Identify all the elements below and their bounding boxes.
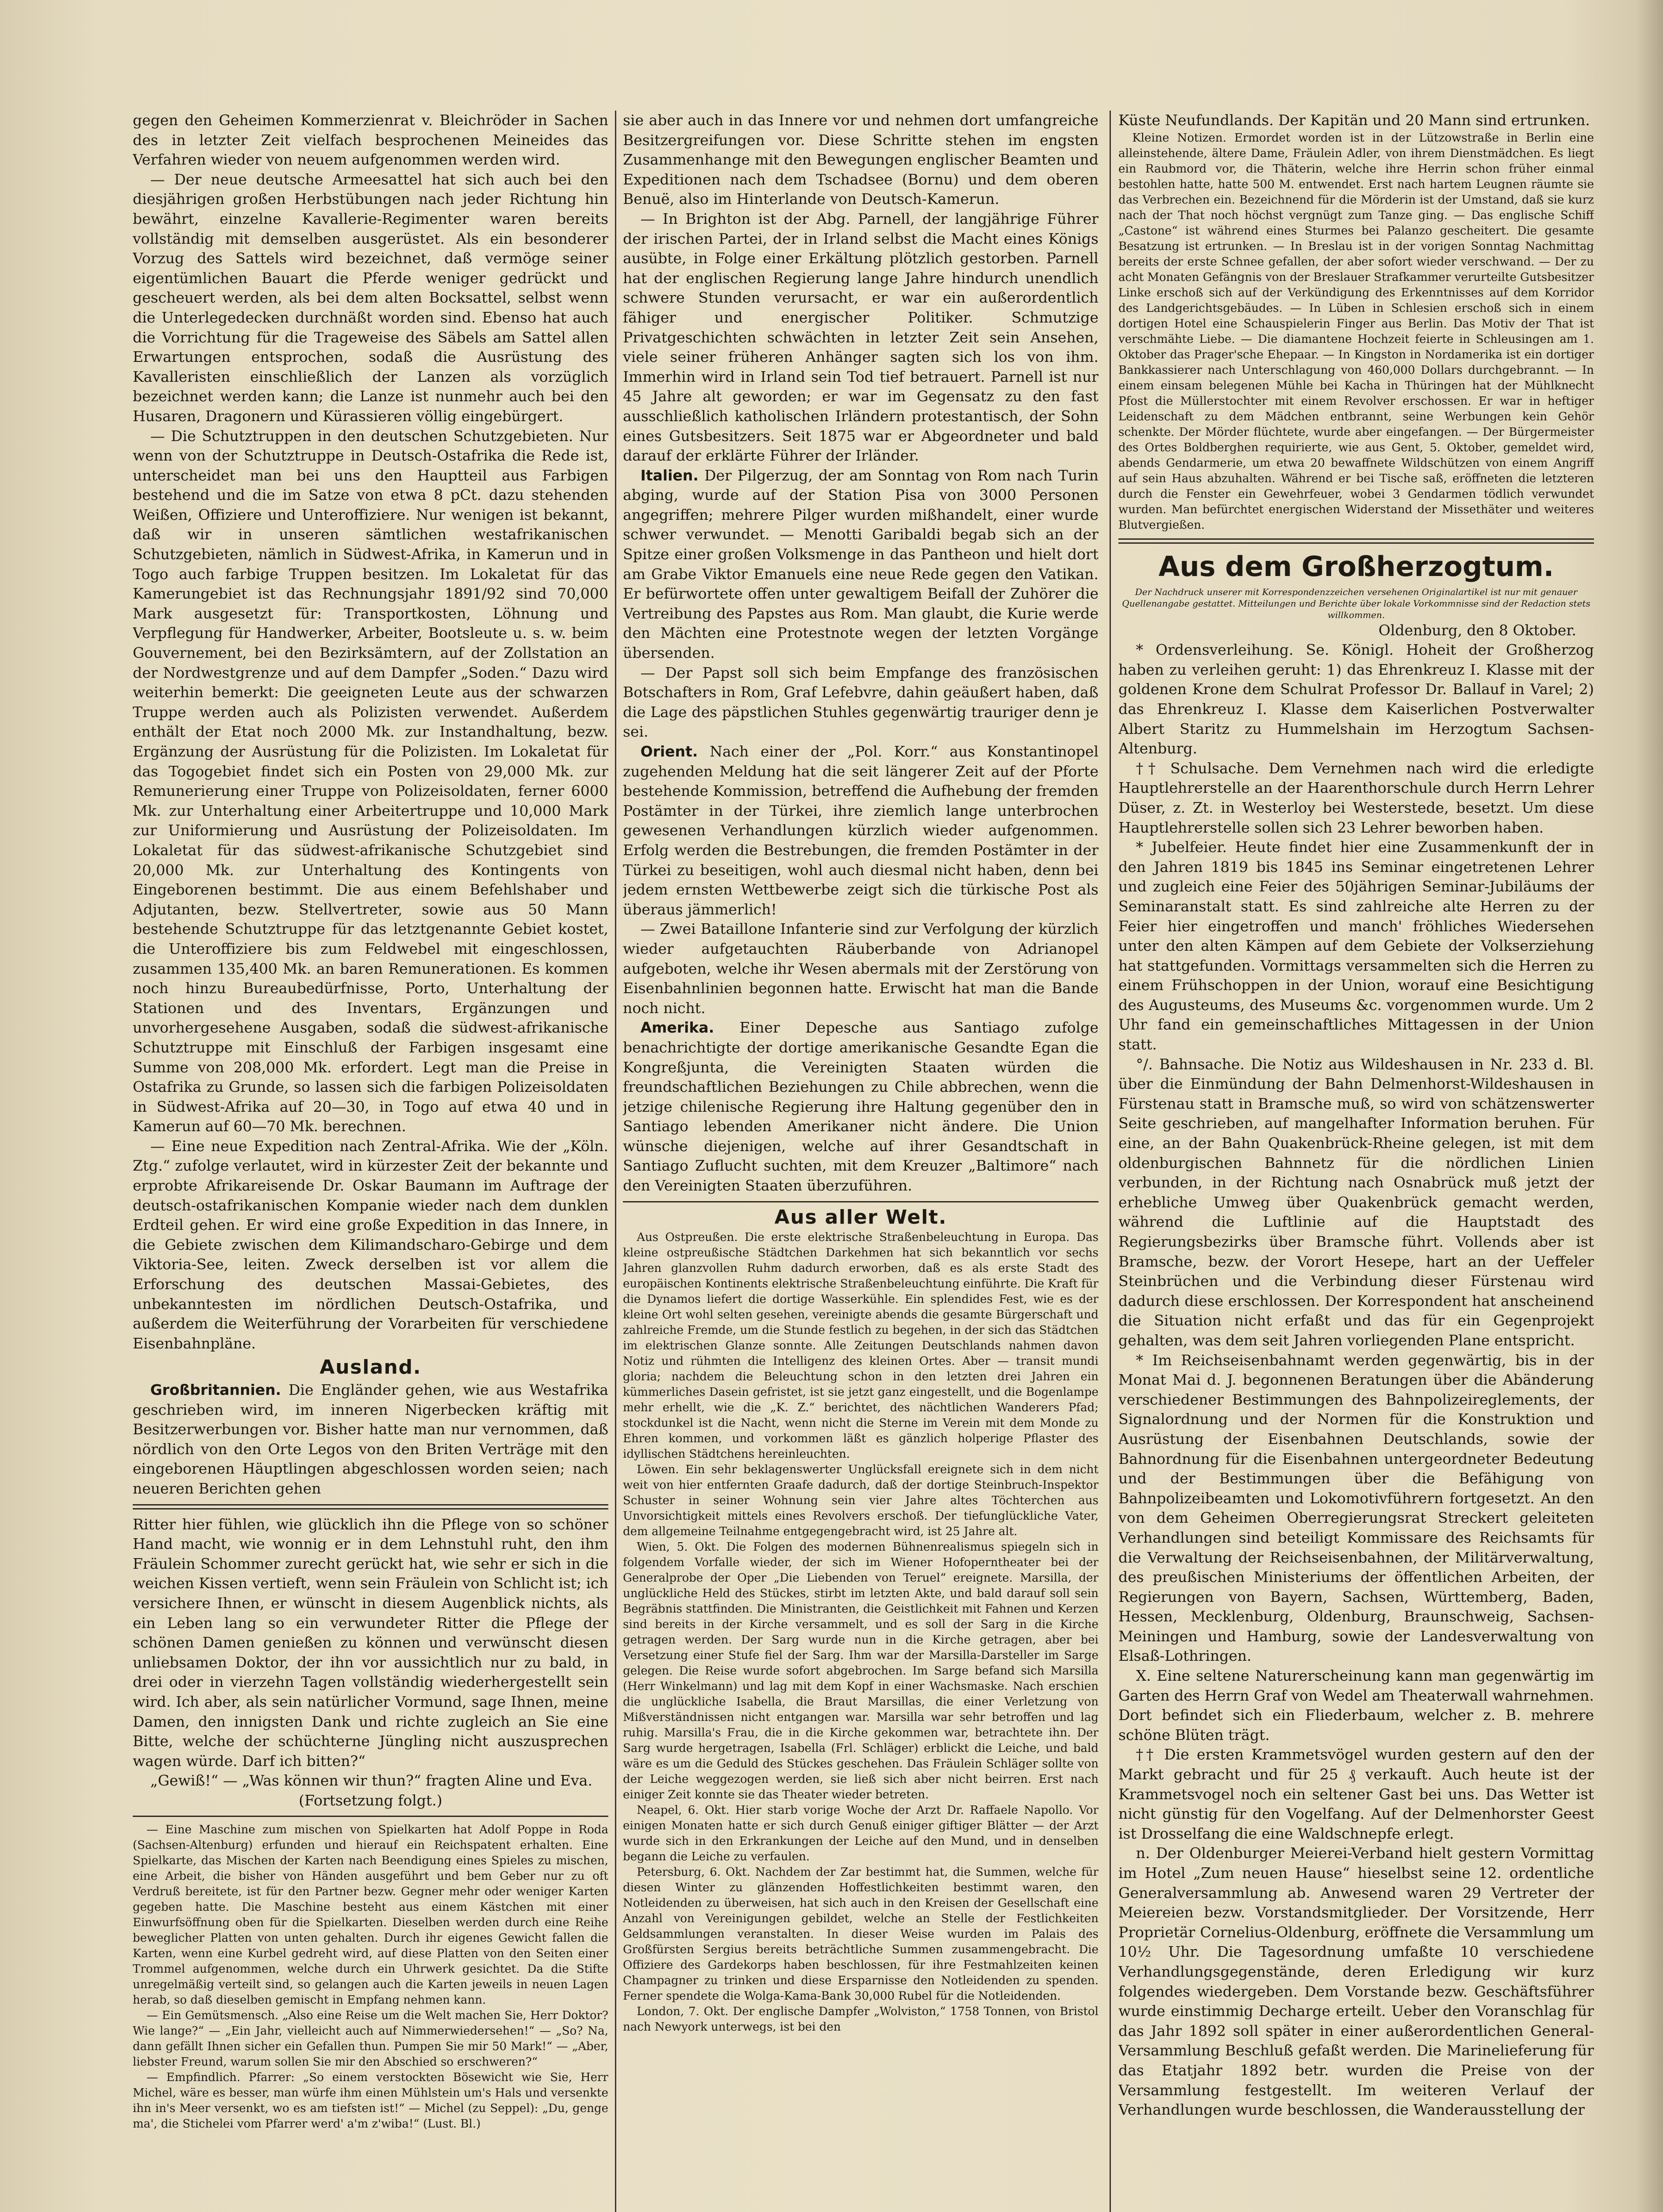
article-expedition: — Eine neue Expedition nach Zentral-Afrika. Wie der „Köln. Ztg.“ zufolge verlautet, wird in kürzester Zeit der bekannte und erprobte Afrikareisende Dr. Oskar Baumann im Auftrage der deutsch-ostafrikanischen Kompanie wieder nach dem dunklen Erdteil gehen. Er wird eine große Expedition in das Innere, in die Gebiete zwischen dem Kilimandscharo-Gebirge und dem Viktoria-See, leiten. Zweck derselben ist vor allem die Erforschung des deutschen Massai-Gebietes, des unbekanntesten im nördlichen Deutsch-Ostafrika, und außerdem die Weiterführung der Vorarbeiten für verschiedene Eisenbahnpläne. bbox=[133, 1137, 608, 1352]
news-petersburg: Petersburg, 6. Okt. Nachdem der Zar bestimmt hat, die Summen, welche für diesen Winter zu glänzenden Hoffestlichkeiten bestimmt waren, den Notleidenden zu überweisen, hat sich auch in den Kreisen der Gesellschaft eine Anzahl von Vereinigungen gebildet, welche an Stelle der Festlichkeiten Geldsammlungen veranstalten. In dieser Weise wurden im Palais des Großfürsten Sergius bereits beträchtliche Summen zusammengebracht. Die Offiziere des Gardekorps haben beschlossen, für ihre Festmahlzeiten keinen Champagner zu trinken und diese Ersparnisse den Notleidenden zu spenden. Ferner spendete die Wolga-Kama-Bank 30,000 Rubel für die Notleidenden. bbox=[623, 1866, 1098, 2003]
article-heading: Orient. bbox=[640, 743, 698, 760]
misc-spielkarten: — Eine Maschine zum mischen von Spielkarten hat Adolf Poppe in Roda (Sachsen-Altenburg) erfunden und hierauf ein Reichspatent erhalten. Eine Spielkarte, das Mischen der Karten nach Beendigung eines Spieles zu mischen, eine Arbeit, die bisher von Händen ausgeführt und bem Geber nur zu oft Verdruß bereitete, ist für den Partner bezw. Gegner mehr oder weniger Karten gegeben hatte. Die Maschine besteht aus einem Kästchen mit einer Einwurfsöffnung oben für die Spielkarten. Dieselben werden durch eine Reihe beweglicher Platten von unten gehalten. Durch ihr eigenes Gewicht fallen die Karten, wenn eine Kurbel gedreht wird, auf diese Platten von den Seiten einer Trommel aufgenommen, welche durch ein Uhrwerk gesichtet. Da die Stifte unregelmäßig verteilt sind, so gelangen auch die Karten jeweils in neuen Lagen herab, so daß dieselben gemischt in Empfang nehmen kann. bbox=[133, 1823, 608, 2007]
local-krammetsvoegel: †† Die ersten Krammetsvögel wurden gestern auf den der Markt gebracht und für 25 ₰ verkauft. Auch heute ist der Krammetsvogel noch ein seltener Gast bei uns. Das Wetter ist nicht günstig für den Vogelfang. Auf der Delmenhorster Geest ist Drosselfang die eine Waldschnepfe erlegt. bbox=[1118, 1746, 1594, 1842]
section-heading-aus-aller-welt: Aus aller Welt. bbox=[774, 1206, 947, 1229]
news-london: London, 7. Okt. Der englische Dampfer „Wolviston,“ 1758 Tonnen, von Bristol nach Newyork unterwegs, ist bei den bbox=[623, 2005, 1098, 2034]
local-schulsache: †† Schulsache. Dem Vernehmen nach wird die erledigte Hauptlehrerstelle an der Haarenthorschule durch Herrn Lehrer Düser, z. Zt. in Westerloy bei Westerstede, besetzt. Um diese Hauptlehrerstelle sollen sich 23 Lehrer beworben haben. bbox=[1118, 759, 1594, 836]
feuilleton-divider bbox=[133, 1504, 608, 1509]
article-bataillone: — Zwei Bataillone Infanterie sind zur Verfolgung der kürzlich wieder aufgetauchten Räuberbande von Adrianopel aufgeboten, welche ihr Wesen abermals mit der Zerstörung von Eisenbahnlinien begonnen hatte. Erwischt hat man die Bande noch nicht. bbox=[623, 920, 1098, 1017]
feuilleton-text: „Gewiß!“ — „Was können wir thun?“ fragten Aline und Eva. bbox=[150, 1772, 592, 1790]
local-bahnsache: °/. Bahnsache. Die Notiz aus Wildeshausen in Nr. 233 d. Bl. über die Einmündung der Bahn Delmenhorst-Wildeshausen in Fürstenau statt in Bramsche muß, so wird von schätzenswerter Seite geschrieben, auf mangelhafter Information beruhen. Für eine, an der Bahn Quakenbrück-Rheine gelegen, ist mit dem oldenburgischen Bahnnetz für die nördlichen Linien verbunden, in der Richtung nach Osnabrück muß jetzt der erhebliche Umweg über Quakenbrück gemacht werden, während die Luftlinie auf die Hauptstadt des Regierungsbezirks über Bramsche führt. Vollends aber ist Bramsche, bezw. der Vorort Hesepe, hart an der Ueffeler Steinbrüchen und die Verbindung dieser Fürstenau wird dadurch diese erschlossen. Der Korrespondent hat anscheinend die Situation nicht erfaßt und das für ein Gegenprojekt gehalten, was dem seit Jahren vorliegenden Plane entspricht. bbox=[1118, 1055, 1594, 1349]
article-text: Küste Neufundlands. Der Kapitän und 20 Mann sind ertrunken. bbox=[1118, 111, 1590, 129]
article-parnell: — In Brighton ist der Abg. Parnell, der langjährige Führer der irischen Partei, der in Irland selbst die Macht eines Königs ausübte, in Folge einer Erkältung plötzlich gestorben. Parnell hat der englischen Regierung lange Jahre hindurch unendlich schwere Stunden verursacht, er war ein außerordentlich fähiger und energischer Politiker. Schmutzige Privatgeschichten schwächten in letzter Zeit sein Ansehen, viele seiner früheren Anhänger sagten sich los von ihm. Immerhin wird in Irland sein Tod tief betrauert. Parnell ist nur 45 Jahre alt geworden; er war im Gegensatz zu den fast ausschließlich katholischen Irländern protestantisch, der Sohn eines Gutsbesitzers. Seit 1875 war er Abgeordneter und bald darauf der erklärte Führer der Irländer. bbox=[623, 210, 1098, 465]
local-meierei-verband: n. Der Oldenburger Meierei-Verband hielt gestern Vormittag im Hotel „Zum neuen Hause“ hieselbst seine 12. ordentliche Generalversammlung ab. Anwesend waren 29 Vertreter der Meiereien bezw. Vorstandsmitglieder. Der Vorsitzende, Herr Proprietär Cornelius-Oldenburg, eröffnete die Versammlung um 10½ Uhr. Die Tagesordnung umfaßte 10 verschiedene Verhandlungsgegenstände, deren Erledigung wir kurz folgendes wiedergeben. Dem Vorstande bezw. Geschäftsführer wurde einstimmig Decharge erteilt. Ueber den Voranschlag für das Jahr 1892 soll später in einer außerordentlichen General-Versammlung Beschluß gefaßt werden. Die Marinelieferung für das Etatjahr 1892 betr. wurden die Preise von der Versammlung festgestellt. Im weiteren Verlauf der Verhandlungen wurde beschlossen, die Wanderausstellung der bbox=[1118, 1844, 1594, 2119]
misc-gemuetsmensch: — Ein Gemütsmensch. „Also eine Reise um die Welt machen Sie, Herr Doktor? Wie lange?“ — „Ein Jahr, vielleicht auch auf Nimmerwiedersehen!“ — „So? Na, dann gefällt Ihnen sicher ein Gefallen thun. Pumpen Sie mir 50 Mark!“ — „Aber, liebster Freund, warum sollen Sie mir den Abschied so erschweren?“ bbox=[133, 2009, 608, 2069]
continuation-note: (Fortsetzung folgt.) bbox=[299, 1791, 442, 1809]
divider bbox=[133, 1816, 608, 1817]
column-rule bbox=[1110, 111, 1111, 2212]
local-naturerscheinung: X. Eine seltene Naturerscheinung kann man gegenwärtig im Garten des Herrn Graf von Wedel am Theaterwall wahrnehmen. Dort befindet sich ein Fliederbaum, welcher z. B. mehrere schöne Blüten trägt. bbox=[1118, 1667, 1594, 1743]
article-body: Die Engländer gehen, wie aus Westafrika geschrieben wird, im inneren Nigerbecken kräftig mit Besitzerwerbungen vor. Bisher hatte man nur vernommen, daß nördlich von den Orte Legos von den Briten Verträge mit den eingeborenen Häuptlingen abgeschlossen worden seien; nach neueren Berichten gehen bbox=[133, 1381, 608, 1497]
article-armeesattel: — Der neue deutsche Armeesattel hat sich auch bei den diesjährigen großen Herbstübungen nach jeder Richtung hin bewährt, einzelne Kavallerie-Regimenter waren bereits vollständig mit demselben ausgerüstet. Als ein besonderer Vorzug des Sattels wird bezeichnet, daß vermöge seiner eigentümlichen Bauart die Pferde weniger gedrückt und gescheuert werden, als bei dem alten Bocksattel, selbst wenn die Unterlegedecken durchnäßt worden sind. Ebenso hat auch die Vorrichtung für die Trageweise des Säbels am Sattel allen Erwartungen entsprochen, sodaß die Ausrüstung des Kavalleristen einschließlich der Lanzen als vorzüglich bezeichnet werden kann; die Lanze ist nunmehr auch bei den Husaren, Dragonern und Kürassieren völlig eingebürgert. bbox=[133, 170, 608, 425]
article-heading: Italien. bbox=[640, 466, 699, 484]
section-heading-ausland: Ausland. bbox=[319, 1356, 422, 1379]
feuilleton-text: Ritter hier fühlen, wie glücklich ihn die Pflege von so schöner Hand macht, wie wonnig er in dem Lehnstuhl ruht, den ihm Fräulein Schommer zurecht gerückt hat, wie sehr er sich in die weichen Kissen vertieft, wenn sein Fräulein von Schlicht ist; ich versichere Ihnen, er wünscht in diesem Augenblick nichts, als ein Leben lang so ein verwundeter Ritter die Pflege der schönen Damen genießen zu können und verwünscht diesen unliebsamen Doktor, der ihn vor aussichtlich nur zu bald, in drei oder in vierzehn Tagen vollständig wiederhergestellt sein wird. Ich aber, als sein natürlicher Vormund, sage Ihnen, meine Damen, den innigsten Dank und richte zugleich an Sie eine Bitte, welche der schüchterne Jüngling nicht auszusprechen wagen würde. Darf ich bitten?“ bbox=[133, 1515, 608, 1770]
article-body: Nach einer der „Pol. Korr.“ aus Konstantinopel zugehenden Meldung hat die seit längerer Zeit auf der Pforte bestehende Kommission, betreffend die Aufhebung der fremden Postämter in der Türkei, ihre ziemlich lange unterbrochen gewesenen Verhandlungen kürzlich wieder aufgenommen. Erfolg werden die Bestrebungen, die fremden Postämter in der Türkei zu beseitigen, wohl auch diesmal nicht haben, denn bei jedem ernsten Wettbewerbe zeigt sich die türkische Post als überaus jämmerlich! bbox=[623, 743, 1098, 918]
local-reichseisenbahnamt: * Im Reichseisenbahnamt werden gegenwärtig, bis in der Monat Mai d. J. begonnenen Beratungen über die Abänderung verschiedener Bestimmungen des Bahnpolizeireglements, der Signalordnung und der Normen für die Konstruktion und Ausrüstung der Eisenbahnen Deutschlands, sowie der Bahnordnung für die Eisenbahnen untergeordneter Bedeutung und der Bestimmungen über die Befähigung von Bahnpolizeibeamten und Lokomotivführern fortgesetzt. An den von dem Geheimen Oberregierungsrat Streckert geleiteten Verhandlungen sind beteiligt Kommissare des Reichsamts für die Verwaltung der Reichseisenbahnen, der Militärverwaltung, des preußischen Ministeriums der öffentlichen Arbeiten, der Regierungen von Bayern, Sachsen, Württemberg, Baden, Hessen, Mecklenburg, Oldenburg, Braunschweig, Sachsen-Meiningen und Hamburg, sowie der Landesverwaltung von Elsaß-Lothringen. bbox=[1118, 1351, 1594, 1665]
article-italien bbox=[623, 466, 1098, 663]
local-ordensverleihung: * Ordensverleihung. Se. Königl. Hoheit der Großherzog haben zu verleihen geruht: 1) das Ehrenkreuz I. Klasse mit der goldenen Krone dem Schulrat Professor Dr. Ballauf in Varel; 2) das Ehrenkreuz I. Klasse dem Kaiserlichen Postverwalter Albert Staritz zu Hummelshain im Herzogtum Sachsen-Altenburg. bbox=[1118, 641, 1594, 757]
article-papst: — Der Papst soll sich beim Empfange des französischen Botschafters in Rom, Graf Lefebvre, dahin geäußert haben, daß die Lage des päpstlichen Stuhles gegenwärtig trauriger denn je sei. bbox=[623, 664, 1098, 741]
local-jubelfeier: * Jubelfeier. Heute findet hier eine Zusammenkunft der in den Jahren 1819 bis 1845 ins Seminar eingetretenen Lehrer und zugleich eine Feier des 50jährigen Seminar-Jubiläums der Seminaranstalt statt. Es sind zahlreiche alte Herren zu der Feier hier eingetroffen und manch' fröhliches Wiedersehen unter den alten Kämpen auf dem Gebiete der Volkserziehung hat stattgefunden. Vormittags versammelten sich die Herren zu einem Frühschoppen in der Union, worauf eine Besichtigung des Augusteums, des Museums &c. vorgenommen wurde. Um 2 Uhr fand ein gemeinschaftliches Mittagessen in der Union statt. bbox=[1118, 838, 1594, 1053]
article-heading: Amerika. bbox=[640, 1019, 714, 1037]
article-heading: Großbritannien. bbox=[150, 1381, 281, 1398]
article-body: Einer Depesche aus Santiago zufolge benachrichtigte der dortige amerikanische Gesandte Egan die Kongreßjunta, die Vereinigten Staaten würden die freundschaftlichen Beziehungen zu Chile abbrechen, wenn die jetzige chilenische Regierung ihre Haltung gegenüber den in Santiago lebenden Amerikaner nicht ändere. Die Union wünsche diejenigen, welche auf ihrer Gesandtschaft in Santiago Zuflucht suchten, mit dem Kreuzer „Baltimore“ nach den Vereinigten Staaten überzuführen. bbox=[623, 1019, 1098, 1194]
article-text: sie aber auch in das Innere vor und nehmen dort umfangreiche Besitzergreifungen vor. Diese Schritte stehen im engsten Zusammenhange mit den Bewegungen englischer Beamten und Expeditionen nach dem Tschadsee (Bornu) und dem oberen Benuë, also im Hinterlande von Deutsch-Kamerun. bbox=[623, 111, 1098, 208]
column-rule bbox=[615, 111, 616, 2212]
dateline: Oldenburg, den 8 Oktober. bbox=[1378, 621, 1576, 639]
article-schutztruppen: — Die Schutztruppen in den deutschen Schutzgebieten. Nur wenn von der Schutztruppe in Deutsch-Ostafrika die Rede ist, unterscheidet man bei uns den Hauptteil aus Farbigen bestehend und die im Satze von etwa 8 pCt. dazu stehenden Weißen, Offiziere und Unteroffiziere. Nur wenigen ist bekannt, daß wir in unseren sämtlichen westafrikanischen Schutzgebieten, nämlich in Südwest-Afrika, in Kamerun und in Togo auch farbige Truppen besitzen. Im Lokaletat für das Kamerungebiet ist das Rechnungsjahr 1891/92 sind 70,000 Mark ausgesetzt für: Transportkosten, Löhnung und Verpflegung für Handwerker, Arbeiter, Bootsleute u. s. w. beim Gouvernement, bei den Bezirksämtern, auf der Zollstation an der Nordwestgrenze und auf dem Dampfer „Soden.“ Dazu wird weiterhin bemerkt: Die geeigneten Leute aus der schwarzen Truppe werden auch als Polizisten verwendet. Außerdem enthält der Etat noch 2000 Mk. zur Instandhaltung, bezw. Ergänzung der Ausrüstung für die Polizisten. Im Lokaletat für das Togogebiet findet sich ein Posten von 29,000 Mk. zur Remunerierung einer Truppe von Polizeisoldaten, ferner 6000 Mk. zur Unterhaltung einer Arbeitertruppe und 10,000 Mark zur Uniformierung und Ausrüstung der Polizeisoldaten. Im Lokaletat für das südwest-afrikanische Schutzgebiet sind 20,000 Mk. zur Unterhaltung des Kontingents von Eingeborenen bestimmt. Die aus einem Befehlshaber und Adjutanten, bezw. Stellvertreter, sowie aus 50 Mann bestehende Schutztruppe für das letztgenannte Gebiet kostet, die Unteroffiziere bis zum Feldwebel mit eingeschlossen, zusammen 135,400 Mk. an baren Remunerationen. Es kommen noch hinzu Bureaubedürfnisse, Porto, Unterhaltung der Stationen und des Inventars, Ergänzungen und unvorhergesehene Ausgaben, sodaß die südwest-afrikanische Schutztruppe mit Einschluß der Farbigen insgesamt eine Summe von 208,000 Mk. erfordert. Legt man die Preise in Ostafrika zu Grunde, so lassen sich die farbigen Polizeisoldaten in Südwest-Afrika auf 20—30, in Togo auf etwa 40 und in Kamerun auf 60—70 Mk. berechnen. bbox=[133, 427, 608, 1135]
divider bbox=[623, 1201, 1098, 1202]
news-wien: Wien, 5. Okt. Die Folgen des modernen Bühnenrealismus spiegeln sich in folgendem Vorfalle wieder, der sich im Wiener Hofoperntheater bei der Generalprobe der Oper „Die Liebenden von Teruel“ ereignete. Marsilla, der unglückliche Held des Stückes, stirbt im letzten Akte, und bald darauf soll sein Begräbnis stattfinden. Die Ministranten, die Geistlichkeit mit Fahnen und Kerzen sind bereits in der Kirche versammelt, und es soll der Sarg in die Kirche getragen werden. Der Sarg wurde nun in die Kirche getragen, aber bei Versetzung einer Stufe fiel der Sarg. Ihm war der Marsilla-Darsteller im Sarge gelegen. Die Reise wurde sofort abgebrochen. Im Sarge befand sich Marsilla (Herr Winkelmann) und lag mit dem Kopf in einer Wachsmaske. Nach erschien die unglückliche Isabella, die Braut Marsillas, die einer Verletzung von Mißverständnissen nicht entgangen war. Marsilla war sehr betroffen und lag ruhig. Marsilla's Frau, die in die Kirche gekommen war, betrachtete ihn. Der Sarg wurde hergetragen, Isabella (Frl. Schläger) erblickt die Leiche, und bald wäre es um die Geduld des Stückes geschehen. Das Fräulein Schläger sollte von der Leiche weggezogen werden, sie ließ sich aber nicht beirren. Erst nach einiger Zeit konnte sie das Theater wieder betreten. bbox=[623, 1540, 1098, 1802]
reprint-notice: Der Nachdruck unserer mit Korrespondenzzeichen versehenen Originalartikel ist nur mit genauer Quellenangabe gestattet. Mitteilungen und Berichte über lokale Vorkommnisse sind der Redaction stets willkommen. bbox=[1122, 586, 1590, 620]
article-amerika bbox=[623, 1018, 1098, 1195]
column-1 bbox=[133, 111, 608, 2212]
news-ostpreussen: Aus Ostpreußen. Die erste elektrische Straßenbeleuchtung in Europa. Das kleine ostpreußische Städtchen Darkehmen hat sich bekanntlich vor sechs Jahren glanzvollen Ruhm dadurch erworben, daß es als erste Stadt des europäischen Kontinents elektrische Straßenbeleuchtung einführte. Die Kraft für die Dynamos liefert die dortige Wasserkühle. Ein splendides Fest, wie es der kleine Ort wohl selten gesehen, vereinigte abends die gesamte Bürgerschaft und zahlreiche Fremde, um die Stunde festlich zu begehen, in der sich das Städtchen im elektrischen Glanze sonnte. Alle Zeitungen Deutschlands nahmen davon Notiz und rühmten die Intelligenz des kleinen Ortes. Aber — transit mundi gloria; nachdem die Beleuchtung schon in den letzten drei Jahren ein kümmerliches Dasein gefristet, ist sie jetzt ganz eingestellt, und die Bogenlampe mehr erhellt, wie die „K. Z.“ berichtet, des nächtlichen Wanderers Pfad; stockdunkel ist die Nacht, wenn nicht die Sterne im Verein mit dem Monde zu Ehren kommen, und vorkommen läßt es gänzlich holperige Pflaster des idyllischen Städtchens hereinleuchten. bbox=[623, 1231, 1098, 1461]
column-2 bbox=[623, 111, 1098, 2212]
section-heading-grossherzogtum: Aus dem Großherzogtum. bbox=[1158, 550, 1554, 583]
misc-empfindlich: — Empfindlich. Pfarrer: „So einem verstockten Bösewicht wie Sie, Herr Michel, wäre es besser, man würfe ihm einen Mühlstein um's Hals und versenkte ihn in's Meer versenkt, wo es am tiefsten ist!“ — Michel (zu Seppel): „Du, genge ma', die Stichelei vom Pfarrer werd' a'm z'wiba!“ (Lust. Bl.) bbox=[133, 2071, 608, 2131]
column-3 bbox=[1118, 111, 1594, 2212]
news-loewen: Löwen. Ein sehr beklagenswerter Unglücksfall ereignete sich in dem nicht weit von hier entfernten Graafe dadurch, daß der dortige Steinbruch-Inspektor Schuster in seiner Wohnung sein vier Jahre altes Töchterchen aus Unvorsichtigkeit mittels eines Revolvers erschoß. Der tiefunglückliche Vater, dem allgemeine Teilnahme entgegengebracht wird, ist 25 Jahre alt. bbox=[623, 1463, 1098, 1539]
article-grossbritannien bbox=[133, 1380, 608, 1499]
news-neapel: Neapel, 6. Okt. Hier starb vorige Woche der Arzt Dr. Raffaele Napollo. Vor einigen Monaten hatte er sich durch Genuß einiger giftiger Blätter — der Arzt wurde sich in den Erkrankungen der Leiche auf den Mund, und in denselben begann die Leiche zu verfaulen. bbox=[623, 1804, 1098, 1864]
article-orient bbox=[623, 742, 1098, 919]
section-divider bbox=[1118, 538, 1594, 544]
scan-edge-shadow bbox=[1636, 0, 1663, 2212]
article-body: Der Pilgerzug, der am Sonntag von Rom nach Turin abging, wurde auf der Station Pisa von 3000 Personen angegriffen; mehrere Pilger wurden mißhandelt, einer wurde schwer verwundet. — Menotti Garibaldi begab sich an der Spitze einer großen Volksmenge in das Pantheon und hielt dort am Grabe Viktor Emanuels eine neue Rede gegen den Vatikan. Er befürwortete offen unter gewaltigem Beifall der Zuhörer die Vertreibung des Papstes aus Rom. Man glaubt, die Kurie werde den Mächten eine Protestnote wegen der letzten Vorgänge übersenden. bbox=[623, 466, 1098, 662]
article-text: gegen den Geheimen Kommerzienrat v. Bleichröder in Sachen des in letzter Zeit vielfach besprochenen Meineides das Verfahren wieder von neuem aufgenommen werden wird. bbox=[133, 111, 608, 169]
kleine-notizen: Kleine Notizen. Ermordet worden ist in der Lützowstraße in Berlin eine alleinstehende, ältere Dame, Fräulein Adler, von ihrem Dienstmädchen. Es liegt ein Raubmord vor, die Thäterin, welche ihre Herrin schon früher einmal bestohlen hatte, hatte 500 M. entwendet. Erst nach hartem Leugnen räumte sie das Verbrechen ein. Bezeichnend für die Mörderin ist der Umstand, daß sie kurz nach der That noch höchst vergnügt zum Tanze ging. — Das englische Schiff „Castone“ ist während eines Sturmes bei Palanzo gescheitert. Die gesamte Besatzung ist ertrunken. — In Breslau ist in der vorigen Sonntag Nachmittag bereits der erste Schnee gefallen, der aber sofort wieder verschwand. — Der zu acht Monaten Gefängnis von der Breslauer Strafkammer verurteilte Gutsbesitzer Linke erschoß sich auf der Verkündigung des Erkenntnisses auf dem Korridor des Landgerichtsgebäudes. — In Lüben in Schlesien erschoß sich in einem dortigen Hotel eine Schauspielerin Finger aus Berlin. Das Motiv der That ist verschmähte Liebe. — Die diamantene Hochzeit feierte in Schleusingen am 1. Oktober das Prager'sche Ehepaar. — In Kingston in Nordamerika ist ein dortiger Bankkassierer nach Unterschlagung von 460,000 Dollars durchgebrannt. — In einem einsam belegenen Mühle bei Kacha in Thüringen hat der Mühlknecht Pfost die Müllerstochter mit einem Revolver erschossen. Er war in heftiger Leidenschaft zu dem Mädchen entbrannt, seine Werbungen kein Gehör schenkte. Der Mörder flüchtete, wurde aber eingefangen. — Der Bürgermeister des Ortes Boldberghen requirierte, wie aus Gent, 5. Oktober, gemeldet wird, abends Gendarmerie, um etwa 20 bewaffnete Wildschützen von einem Angriff auf sein Haus abzuhalten. Während er bei Tische saß, eröffneten die letzteren durch die Fenster ein Gewehrfeuer, wobei 3 Gendarmen tödlich verwundet wurden. Man befürchtet energischen Widerstand der Missethäter und weiteres Blutvergießen. bbox=[1118, 131, 1594, 532]
